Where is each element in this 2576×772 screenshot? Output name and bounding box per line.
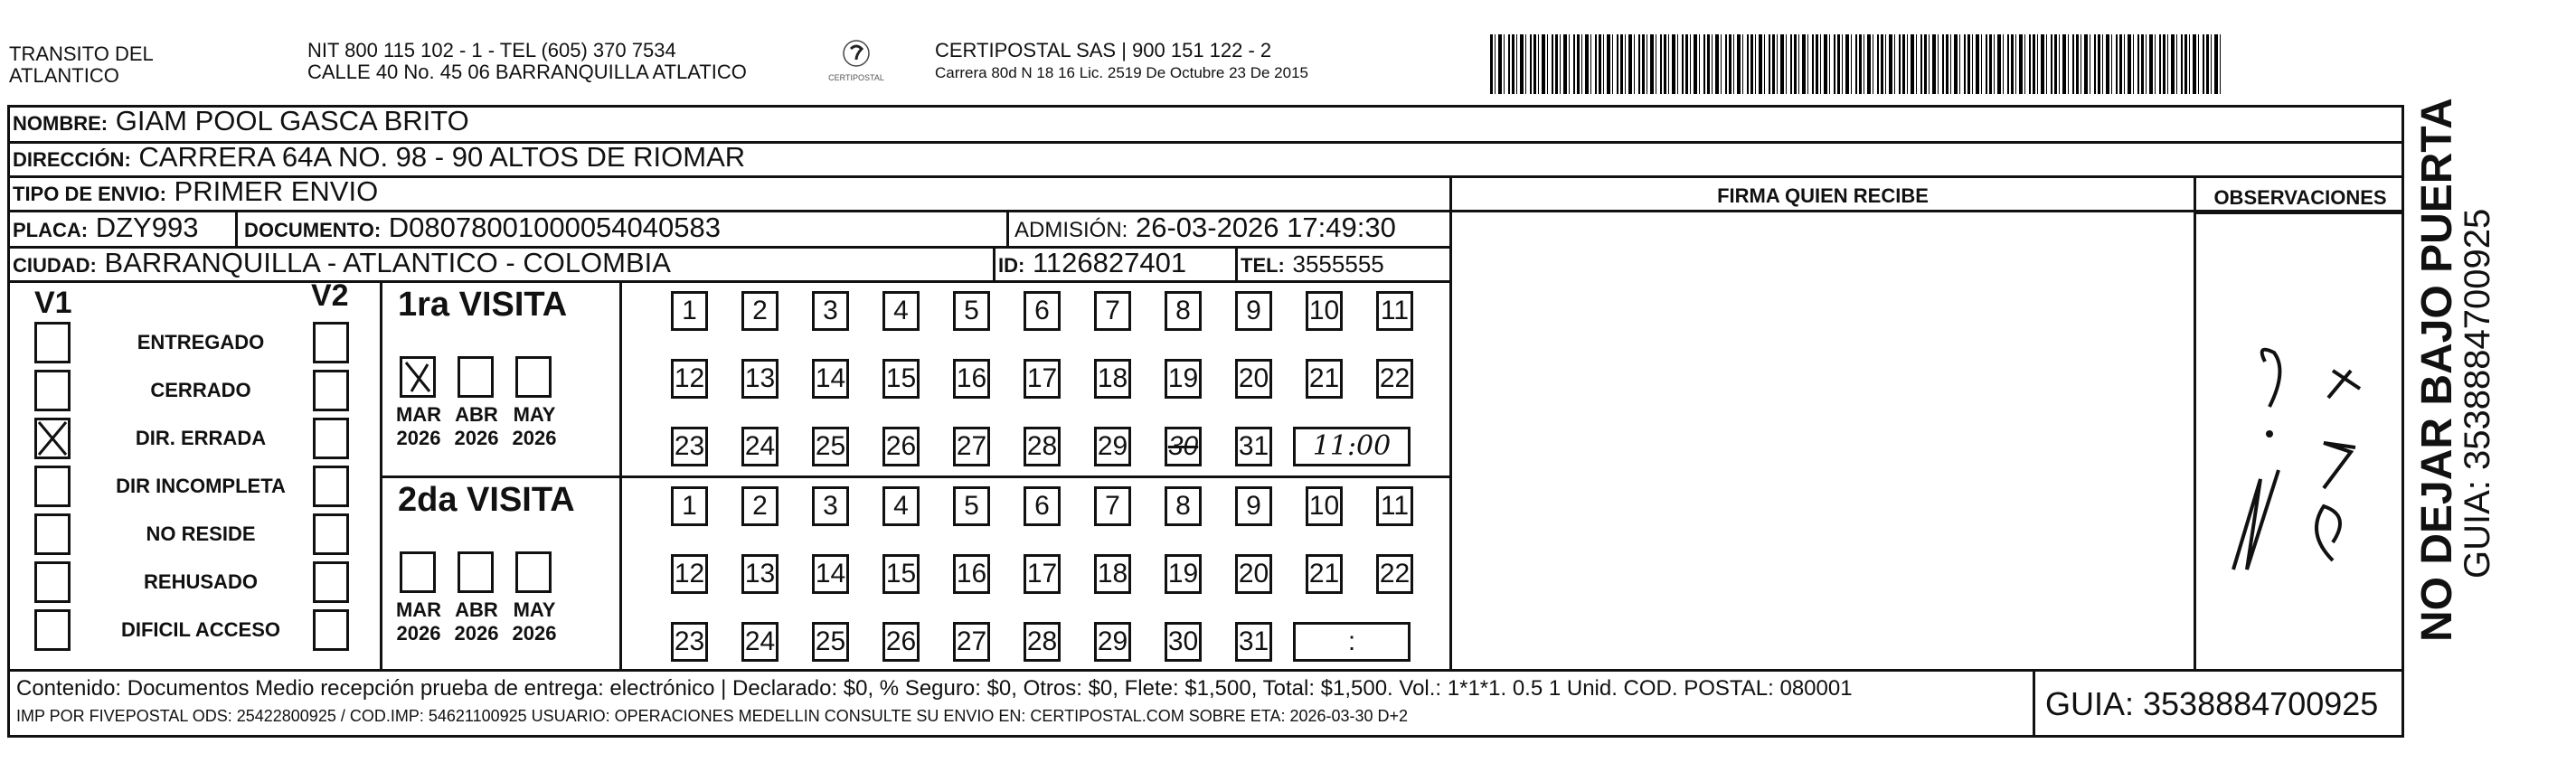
visit1-day-box[interactable]: 2 (741, 291, 778, 331)
status-v2-checkbox[interactable] (313, 418, 349, 459)
nit-line2: CALLE 40 No. 45 06 BARRANQUILLA ATLATICO (307, 61, 747, 83)
tipo-value: PRIMER ENVIO (174, 175, 379, 207)
visit1-day-box[interactable]: 19 (1165, 359, 1202, 399)
visit1-day-box[interactable]: 10 (1306, 291, 1343, 331)
admision-value: 26-03-2026 17:49:30 (1135, 212, 1396, 243)
visit2-month-checkbox[interactable] (458, 551, 494, 593)
visit2-day-box[interactable]: 17 (1024, 554, 1061, 594)
v2-label: V2 (311, 278, 349, 313)
status-option-label: REHUSADO (144, 570, 258, 593)
side-warning: NO DEJAR BAJO PUERTA (2413, 98, 2461, 642)
visit2-day-box[interactable]: 19 (1165, 554, 1202, 594)
admision-label: ADMISIÓN: (1014, 218, 1128, 242)
visit1-day-box[interactable]: 14 (812, 359, 849, 399)
visit1-day-box[interactable]: 31 (1235, 427, 1272, 466)
status-option-label: CERRADO (150, 379, 251, 401)
placa-field (13, 212, 198, 247)
visit2-day-box[interactable]: 30 (1165, 622, 1202, 662)
visit2-day-box[interactable]: 3 (812, 486, 849, 526)
month-year: 2026 (396, 622, 441, 645)
id-field (998, 247, 1186, 282)
month-name: MAY (513, 403, 556, 426)
visit1-day-box[interactable]: 1 (671, 291, 708, 331)
visit2-day-box[interactable]: 15 (882, 554, 920, 594)
month-name: MAR (395, 403, 442, 426)
visit2-day-box[interactable]: 12 (671, 554, 708, 594)
status-option-label: ENTREGADO (137, 331, 265, 353)
visit1-day-box[interactable]: 9 (1235, 291, 1272, 331)
nombre-value: GIAM POOL GASCA BRITO (115, 105, 469, 137)
month-name: ABR (455, 598, 498, 621)
visit1-day-box[interactable]: 21 (1306, 359, 1343, 399)
documento-field (244, 212, 721, 247)
nit-line1: NIT 800 115 102 - 1 - TEL (605) 370 7534 (307, 39, 676, 61)
visit2-day-box[interactable]: 2 (741, 486, 778, 526)
status-v2-checkbox[interactable] (313, 513, 349, 555)
visit1-day-box[interactable]: 20 (1235, 359, 1272, 399)
month-year: 2026 (512, 427, 557, 449)
visit2-time-box[interactable]: : (1293, 622, 1411, 662)
nombre-label: NOMBRE: (13, 112, 109, 135)
logo-icon (838, 38, 874, 69)
visit1-day-box[interactable]: 6 (1024, 291, 1061, 331)
visit1-day-box[interactable]: 24 (741, 427, 778, 466)
visit2-title: 2da VISITA (398, 481, 575, 519)
observaciones-handwriting (2206, 298, 2396, 588)
documento-label: DOCUMENTO: (244, 219, 382, 241)
ciudad-field (13, 247, 671, 282)
visit2-day-box[interactable]: 22 (1376, 554, 1413, 594)
visit2-day-box[interactable]: 21 (1306, 554, 1343, 594)
placa-value: DZY993 (95, 212, 199, 243)
visit1-day-box[interactable]: 23 (671, 427, 708, 466)
visit1-day-box[interactable]: 11 (1376, 291, 1413, 331)
visit1-day-box[interactable]: 15 (882, 359, 920, 399)
visit2-month-checkbox[interactable] (515, 551, 552, 593)
status-option-label: DIR. ERRADA (135, 427, 267, 449)
direccion-value: CARRERA 64A NO. 98 - 90 ALTOS DE RIOMAR (138, 141, 746, 173)
visit1-time-box[interactable]: 11:00 (1293, 427, 1411, 466)
visit2-day-box[interactable]: 25 (812, 622, 849, 662)
visit1-day-box[interactable]: 3 (812, 291, 849, 331)
nit-block (307, 40, 747, 83)
visit2-day-box[interactable]: 14 (812, 554, 849, 594)
side-guia: GUIA: 3538884700925 (2458, 208, 2497, 579)
visit1-title: 1ra VISITA (398, 286, 568, 324)
visit2-day-box[interactable]: 1 (671, 486, 708, 526)
org-line2: ATLANTICO (9, 64, 119, 87)
firma-header: FIRMA QUIEN RECIBE (1717, 184, 1929, 207)
visit2-day-box[interactable]: 13 (741, 554, 778, 594)
direccion-row (13, 141, 745, 176)
visit2-day-box[interactable]: 20 (1235, 554, 1272, 594)
visit1-day-box[interactable]: 4 (882, 291, 920, 331)
visit1-day-box[interactable]: 18 (1094, 359, 1131, 399)
visit2-month-label (506, 598, 562, 645)
tel-field (1241, 247, 1384, 282)
month-name: MAR (395, 598, 442, 621)
v1-label: V1 (34, 286, 72, 320)
status-v2-checkbox[interactable] (313, 561, 349, 603)
logo-text: CERTIPOSTAL (828, 73, 884, 82)
status-option-label: DIFICIL ACCESO (120, 618, 280, 641)
courier-logo (816, 38, 897, 90)
id-label: ID: (998, 254, 1025, 277)
visit2-day-box[interactable]: 11 (1376, 486, 1413, 526)
visit1-day-box[interactable]: 29 (1094, 427, 1131, 466)
visit1-day-box[interactable]: 16 (953, 359, 990, 399)
visit1-day-box[interactable]: 26 (882, 427, 920, 466)
id-value: 1126827401 (1032, 247, 1187, 278)
status-v2-checkbox[interactable] (313, 370, 349, 411)
visit2-day-box[interactable]: 8 (1165, 486, 1202, 526)
visit1-day-box[interactable]: 28 (1024, 427, 1061, 466)
visit2-month-label (448, 598, 505, 645)
visit2-month-label (391, 598, 447, 645)
visit2-day-box[interactable]: 18 (1094, 554, 1131, 594)
visit1-day-box[interactable]: 5 (953, 291, 990, 331)
status-option-label: DIR INCOMPLETA (116, 475, 286, 497)
visit2-day-box[interactable]: 9 (1235, 486, 1272, 526)
status-option-label: NO RESIDE (146, 523, 256, 545)
visit2-day-box[interactable]: 23 (671, 622, 708, 662)
visit2-day-box[interactable]: 6 (1024, 486, 1061, 526)
visit2-day-box[interactable]: 31 (1235, 622, 1272, 662)
courier-line1: CERTIPOSTAL SAS | 900 151 122 - 2 (935, 39, 1272, 61)
visit2-day-box[interactable]: 10 (1306, 486, 1343, 526)
org-line1: TRANSITO DEL (9, 42, 154, 65)
ciudad-label: CIUDAD: (13, 254, 97, 277)
visit1-day-box[interactable]: 7 (1094, 291, 1131, 331)
visit1-day-box[interactable]: 27 (953, 427, 990, 466)
visit1-month-label (448, 403, 505, 450)
visit2-day-box[interactable]: 28 (1024, 622, 1061, 662)
tipo-label: TIPO DE ENVIO: (13, 183, 166, 205)
observaciones-header: OBSERVACIONES (2213, 186, 2387, 209)
month-name: ABR (455, 403, 498, 426)
org-name (9, 43, 154, 87)
visit2-day-box[interactable]: 4 (882, 486, 920, 526)
visit2-month-checkbox[interactable] (400, 551, 436, 593)
visit2-day-box[interactable]: 5 (953, 486, 990, 526)
visit1-day-box[interactable]: 8 (1165, 291, 1202, 331)
visit1-day-box[interactable]: 13 (741, 359, 778, 399)
direccion-label: DIRECCIÓN: (13, 148, 131, 171)
month-year: 2026 (396, 427, 441, 449)
ciudad-value: BARRANQUILLA - ATLANTICO - COLOMBIA (104, 247, 671, 278)
visit2-day-box[interactable]: 26 (882, 622, 920, 662)
visit1-month-label (391, 403, 447, 450)
month-year: 2026 (512, 622, 557, 645)
visit2-day-box[interactable]: 29 (1094, 622, 1131, 662)
visit2-day-box[interactable]: 27 (953, 622, 990, 662)
visit1-month-checkbox[interactable] (515, 356, 552, 398)
handwriting-icon (2206, 298, 2396, 588)
courier-line2: Carrera 80d N 18 16 Lic. 2519 De Octubre 23 De 2015 (935, 64, 1308, 81)
admision-field (1014, 212, 1396, 247)
visit2-day-box[interactable]: 7 (1094, 486, 1131, 526)
barcode (1490, 34, 2222, 94)
tipo-row (13, 175, 378, 211)
footer-line2: IMP POR FIVEPOSTAL ODS: 25422800925 / COD.IMP: 54621100925 USUARIO: OPERACIONES MEDELLIN CONSULTE SU ENVIO EN: CERTIPOSTAL.COM SOBRE ETA: 2026-03-30 D+2 (16, 707, 1409, 725)
status-v2-checkbox[interactable] (313, 609, 349, 651)
visit1-day-box[interactable]: 17 (1024, 359, 1061, 399)
visit1-month-checkbox[interactable] (458, 356, 494, 398)
month-name: MAY (513, 598, 556, 621)
visit1-day-box[interactable]: 12 (671, 359, 708, 399)
footer-line1: Contenido: Documentos Medio recepción prueba de entrega: electrónico | Declarado: $0, % Seguro: $0, Otros: $0, Flete: $1,500, Total: $1,500. Vol.: 1*1*1. 0.5 1 Unid. COD. POSTAL: 080001 (16, 676, 1853, 701)
visit2-day-box[interactable]: 24 (741, 622, 778, 662)
visit1-month-checkbox[interactable] (400, 356, 436, 398)
visit2-day-box[interactable]: 16 (953, 554, 990, 594)
status-v2-checkbox[interactable] (313, 466, 349, 507)
visit1-month-label (506, 403, 562, 450)
placa-label: PLACA: (13, 219, 89, 241)
tel-value: 3555555 (1292, 250, 1384, 278)
month-year: 2026 (454, 427, 499, 449)
footer-guia: GUIA: 3538884700925 (2045, 685, 2379, 722)
visit1-day-box[interactable]: 30 (1165, 427, 1202, 466)
status-v2-checkbox[interactable] (313, 322, 349, 363)
courier-block (935, 40, 1308, 82)
nombre-row (13, 105, 469, 140)
month-year: 2026 (454, 622, 499, 645)
tel-label: TEL: (1241, 254, 1285, 277)
visit1-day-box[interactable]: 25 (812, 427, 849, 466)
visit1-day-box[interactable]: 22 (1376, 359, 1413, 399)
documento-value: D08078001000054040583 (388, 212, 721, 243)
